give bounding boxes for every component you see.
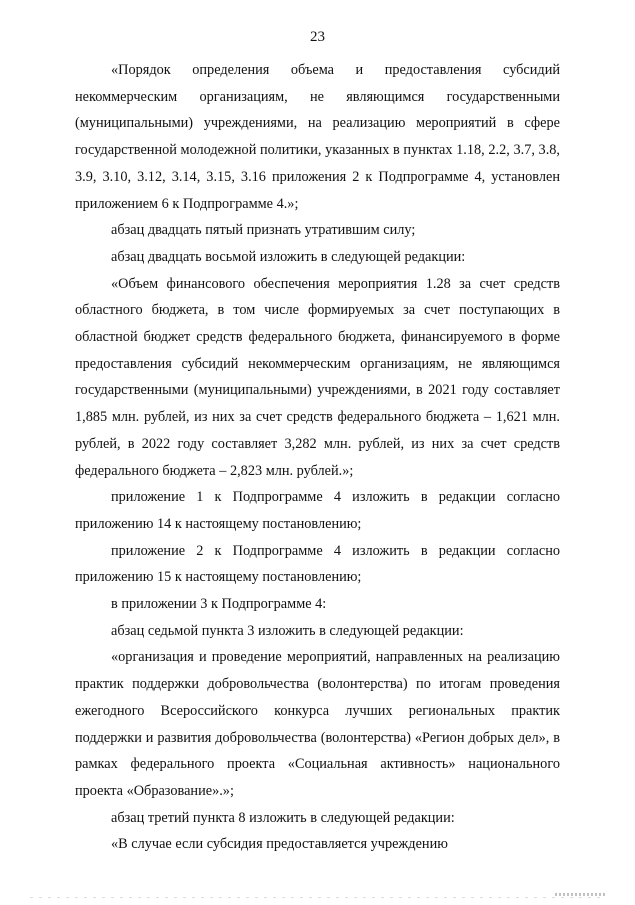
- paragraph-appendix-2: приложение 2 к Подпрограмме 4 изложить в редакции согласно приложению 15 к настоящему постановлению;: [75, 542, 560, 586]
- paragraph-abzac-25: абзац двадцать пятый признать утратившим силу;: [111, 222, 416, 239]
- paragraph-appendix-1: приложение 1 к Подпрограмме 4 изложить в редакции согласно приложению 14 к настоящему постановлению;: [75, 489, 560, 532]
- paragraph-point-8: абзац третий пункта 8 изложить в следующей редакции:: [111, 809, 455, 826]
- paragraph-appendix-3: в приложении 3 к Подпрограмме 4:: [111, 596, 327, 613]
- scan-artifact-mark: [555, 893, 605, 896]
- paragraph-volunteer-quote: «организация и проведение мероприятий, направленных на реализацию практик поддержки добровольчества (волонтерства) по итогам проведения ежегодного Всероссийского конкурса лучших региональных практик поддержки и развития добровольчества (волонтерства) «Регион добрых дел», в рамках федерального проекта «Социальная активность» национального проекта «Образование».»;: [75, 649, 560, 799]
- paragraph-procedure-quote: «Порядок определения объема и предоставления субсидий некоммерческим организациям, не являющимся государственными (муниципальными) учреждениями, на реализацию мероприятий в сфере государственной молодежной политики, указанных в пунктах 1.18, 2.2, 3.7, 3.8, 3.9, 3.10, 3.12, 3.14, 3.15, 3.16 приложения 2 к Подпрограмме 4, установлен приложением 6 к Подпрограмме 4.»;: [75, 62, 560, 212]
- scan-artifact-line: [30, 897, 605, 898]
- paragraph-abzac-28: абзац двадцать восьмой изложить в следующей редакции:: [111, 248, 466, 265]
- paragraph-funding-quote: «Объем финансового обеспечения мероприятия 1.28 за счет средств областного бюджета, в том числе формируемых за счет поступающих в областной бюджет средств федерального бюджета, финансируемого в форме предоставления субсидий некоммерческим организациям, не являющимся государственными (муниципальными) учреждениями, в 2021 году составляет 1,885 млн. рублей, из них за счет средств федерального бюджета – 1,621 млн. рублей, в 2022 году составляет 3,282 млн. рублей, из них за счет средств федерального бюджета – 2,823 млн. рублей.»;: [75, 275, 560, 479]
- document-body: [75, 57, 560, 858]
- paragraph-subsidy-start: «В случае если субсидия предоставляется учреждению: [111, 836, 448, 853]
- page-number: 23: [310, 29, 325, 45]
- paragraph-point-3: абзац седьмой пункта 3 изложить в следующей редакции:: [111, 622, 464, 639]
